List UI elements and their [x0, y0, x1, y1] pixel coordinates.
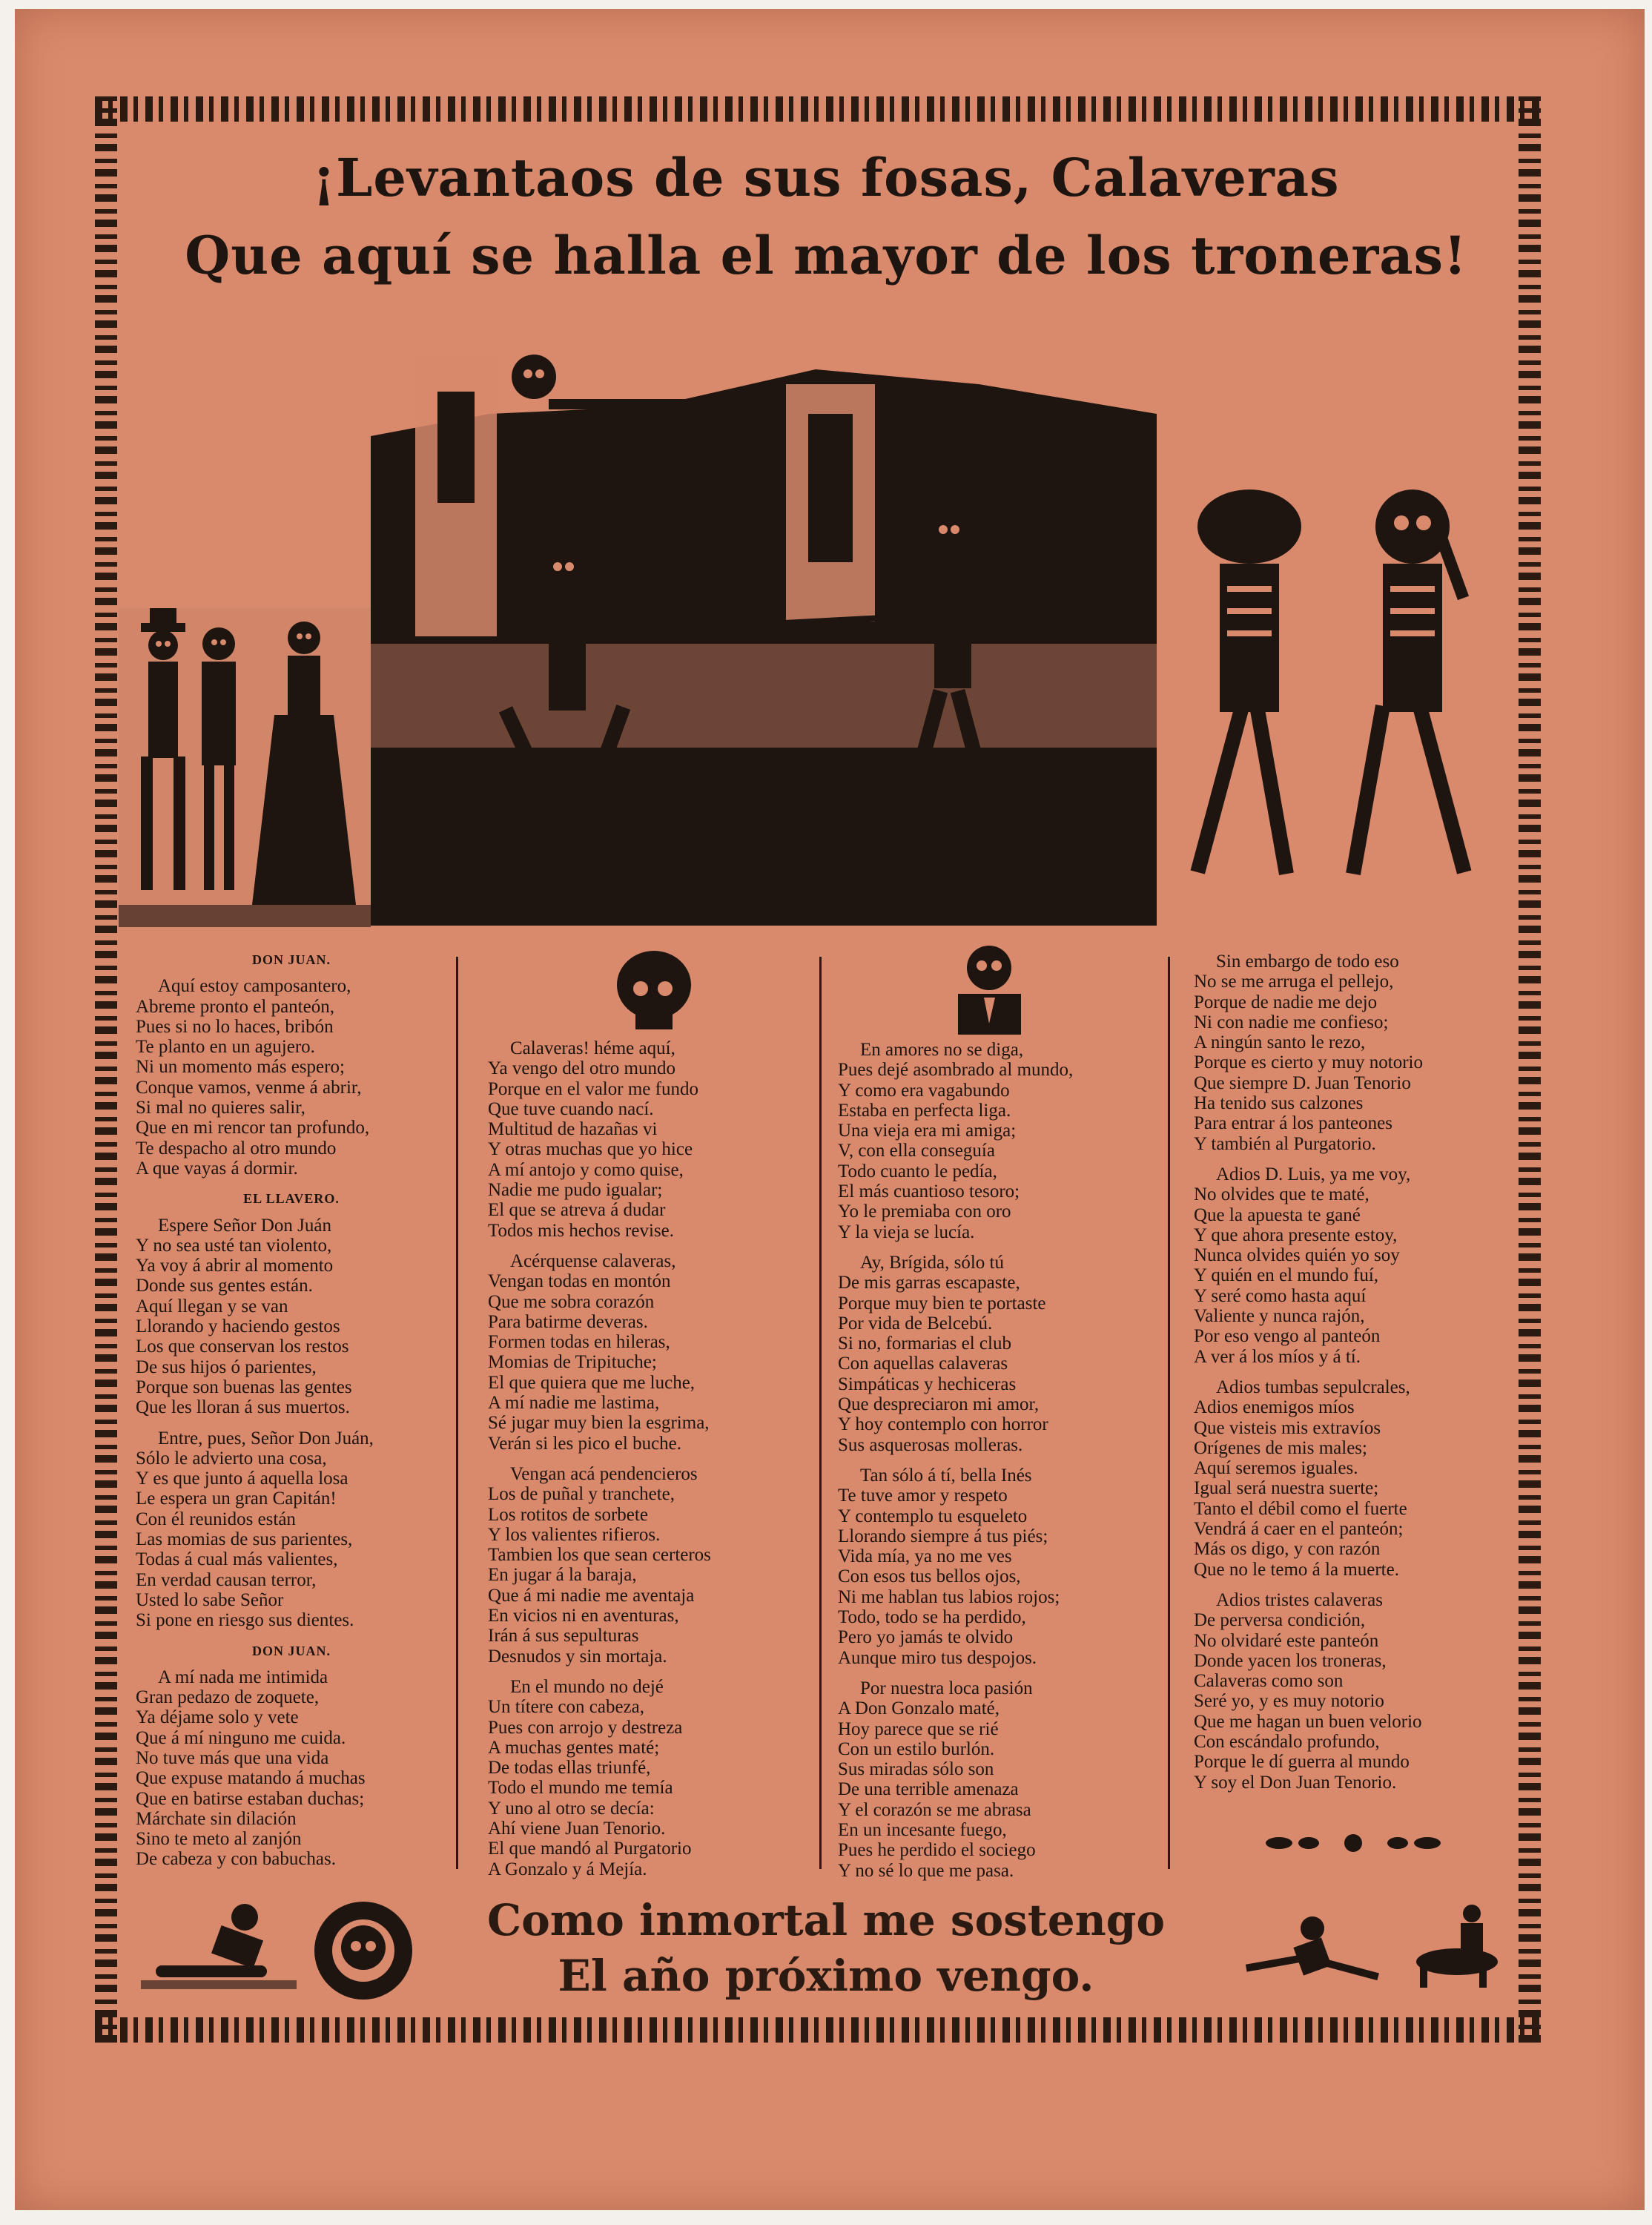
verse-line: Los de puñal y tranchete, [488, 1484, 675, 1505]
verse-line: Y que ahora presente estoy, [1194, 1224, 1398, 1245]
verse-line: Sin embargo de todo eso [1216, 952, 1399, 972]
verse-line: Adios D. Luis, ya me voy, [1216, 1164, 1411, 1184]
verse-line: Tan sólo á tí, bella Inés [860, 1465, 1032, 1486]
skeleton-couple-icon [119, 608, 371, 927]
verse-line: Con él reunidos están [136, 1509, 296, 1529]
verse-line: Y otras muchas que yo hice [488, 1139, 693, 1160]
verse-line: Tambien los que sean certeros [488, 1545, 711, 1566]
verse-line: A que vayas á dormir. [136, 1158, 298, 1179]
verse-line: En el mundo no dejé [510, 1676, 664, 1697]
verse-line: Que á mí ninguno me cuida. [136, 1727, 346, 1748]
stanza [136, 1216, 447, 1418]
poem-column-1 [136, 946, 447, 1880]
verse-line: Usted lo sabe Señor [136, 1589, 284, 1610]
speaker-heading: EL LLAVERO. [243, 1191, 340, 1207]
verse-line: Valiente y nunca rajón, [1194, 1306, 1365, 1327]
title-line-1: ¡Levantaos de sus fosas, Calaveras [312, 147, 1340, 208]
footer-line-2: El año próximo vengo. [558, 1951, 1094, 2001]
border-top [95, 96, 1541, 122]
verse-line: A ver á los míos y á tí. [1194, 1346, 1361, 1367]
verse-line: Márchate sin dilación [136, 1808, 297, 1829]
verse-line: No tuve más que una vida [136, 1747, 329, 1768]
verse-line: Todo, todo se ha perdido, [838, 1607, 1026, 1628]
stanza [136, 1667, 447, 1870]
verse-line: En vicios ni en aventuras, [488, 1606, 679, 1626]
verse-line: Que no le temo á la muerte. [1194, 1559, 1399, 1580]
verse-line: Verán si les pico el buche. [488, 1433, 682, 1454]
verse-line: Porque muy bien te portaste [838, 1293, 1046, 1313]
verse-line: Todo cuanto le pedía, [838, 1161, 997, 1181]
verse-line: De perversa condición, [1194, 1610, 1366, 1631]
verse-line: Y hoy contemplo con horror [838, 1414, 1048, 1435]
verse-line: Y no sea usté tan violento, [136, 1235, 332, 1256]
verse-line: Irán á sus sepulturas [488, 1626, 639, 1646]
verse-line: Donde sus gentes están. [136, 1276, 313, 1296]
verse-line: No olvides que te maté, [1194, 1184, 1369, 1205]
verse-line: Y los valientes rifieros. [488, 1524, 661, 1545]
stanza [1194, 1590, 1520, 1793]
verse-line: Ni con nadie me confieso; [1194, 1012, 1389, 1032]
verse-line: Para entrar á los panteones [1194, 1113, 1392, 1134]
verse-line: Sólo le advierto una cosa, [136, 1448, 327, 1468]
verse-line: Ay, Brígida, sólo tú [860, 1252, 1004, 1273]
stanza [136, 976, 447, 1179]
speaker-heading: DON JUAN. [252, 1643, 331, 1658]
verse-line: Más os digo, y con razón [1194, 1539, 1381, 1560]
verse-line: Pues he perdido el sociego [838, 1840, 1036, 1861]
verse-line: V, con ella conseguía [838, 1141, 995, 1161]
verse-line: Sus asquerosas molleras. [838, 1434, 1023, 1455]
verse-line: Que á mi nadie me aventaja [488, 1585, 695, 1606]
verse-line: Y también al Purgatorio. [1194, 1133, 1376, 1154]
verse-line: Un títere con cabeza, [488, 1697, 644, 1718]
verse-line: En amores no se diga, [860, 1040, 1024, 1060]
verse-line: Con esos tus bellos ojos, [838, 1566, 1021, 1587]
verse-line: Te despacho al otro mundo [136, 1138, 337, 1158]
verse-line: Ahí viene Juan Tenorio. [488, 1818, 666, 1839]
verse-line: Aquí estoy camposantero, [158, 976, 351, 997]
verse-line: Sino te meto al zanjón [136, 1829, 302, 1850]
dancing-skeletons-icon [1168, 482, 1524, 912]
verse-line: Estaba en perfecta liga. [838, 1100, 1011, 1121]
verse-line: Yo le premiaba con oro [838, 1202, 1011, 1222]
verse-line: Por eso vengo al panteón [1194, 1326, 1381, 1347]
column-divider [819, 957, 822, 1869]
verse-line: Abreme pronto el panteón, [136, 996, 334, 1017]
verse-line: Te planto en un agujero. [136, 1037, 315, 1058]
verse-line: Para batirme deveras. [488, 1311, 648, 1332]
verse-line: Que me sobra corazón [488, 1291, 655, 1312]
verse-line: Multitud de hazañas vi [488, 1119, 658, 1140]
verse-line: A mí nada me intimida [158, 1667, 328, 1687]
verse-line: Y como era vagabundo [838, 1080, 1010, 1101]
stanza [838, 1678, 1157, 1881]
verse-line: De una terrible amenaza [838, 1779, 1019, 1800]
verse-line: Que siempre D. Juan Tenorio [1194, 1072, 1411, 1093]
verse-line: Y la vieja se lucía. [838, 1222, 975, 1242]
verse-line: Gran pedazo de zoquete, [136, 1687, 320, 1708]
verse-line: Entre, pues, Señor Don Juán, [158, 1428, 374, 1448]
verse-line: Con aquellas calaveras [838, 1354, 1008, 1374]
skull-icon [609, 948, 698, 1033]
stanza [488, 1677, 807, 1879]
stanza [1194, 1164, 1520, 1367]
verse-line: Vengan todas en montón [488, 1271, 671, 1292]
verse-line: Sus miradas sólo son [838, 1759, 994, 1780]
footer-line-1: Como inmortal me sostengo [486, 1895, 1166, 1945]
verse-line: Conque vamos, venme á abrir, [136, 1077, 362, 1098]
verse-line: Todo el mundo me temía [488, 1778, 673, 1799]
verse-line: Ya voy á abrir al momento [136, 1256, 334, 1276]
verse-line: Adios enemigos míos [1194, 1397, 1355, 1418]
verse-line: Ni me hablan tus labios rojos; [838, 1586, 1060, 1607]
verse-line: Todos mis hechos revise. [488, 1220, 674, 1241]
stanza [136, 1428, 447, 1631]
verse-line: Pues dejé asombrado al mundo, [838, 1060, 1074, 1081]
verse-line: Que en mi rencor tan profundo, [136, 1118, 370, 1138]
stanza [838, 1466, 1157, 1668]
verse-line: Si mal no quieres salir, [136, 1098, 305, 1118]
verse-line: Los que conservan los restos [136, 1336, 349, 1357]
verse-line: Aunque miro tus despojos. [838, 1647, 1037, 1668]
verse-line: Porque le dí guerra al mundo [1194, 1752, 1410, 1773]
verse-line: El que mandó al Purgatorio [488, 1839, 692, 1859]
verse-line: No olvidaré este panteón [1194, 1630, 1379, 1651]
stanza [488, 1464, 807, 1667]
verse-line: Simpáticas y hechiceras [838, 1374, 1017, 1394]
verse-line: De todas ellas triunfé, [488, 1758, 651, 1779]
verse-line: Y contemplo tu esqueleto [838, 1506, 1028, 1526]
stanza [838, 1040, 1157, 1242]
verse-line: A mí antojo y como quise, [488, 1159, 684, 1180]
skeleton-bust-icon [951, 942, 1028, 1035]
border-left [95, 96, 117, 2043]
stanza [1194, 1377, 1520, 1580]
verse-line: Adios tristes calaveras [1216, 1589, 1383, 1610]
verse-line: Que visteis mis extravíos [1194, 1417, 1381, 1438]
verse-line: Vendrá á caer en el panteón; [1194, 1519, 1404, 1540]
verse-line: En jugar á la baraja, [488, 1565, 637, 1586]
verse-line: Pero yo jamás te olvido [838, 1627, 1014, 1648]
verse-line: Por vida de Belcebú. [838, 1313, 993, 1334]
verse-line: Pues si no lo haces, bribón [136, 1016, 334, 1037]
verse-line: Ni un momento más espero; [136, 1057, 345, 1078]
verse-line: Y seré como hasta aquí [1194, 1285, 1367, 1306]
column-divider [1168, 957, 1170, 1869]
verse-line: Porque son buenas las gentes [136, 1377, 352, 1397]
verse-line: Y uno al otro se decía: [488, 1798, 655, 1819]
stanza [838, 1253, 1157, 1455]
verse-line: Que tuve cuando nací. [488, 1098, 654, 1119]
speaker-heading: DON JUAN. [252, 952, 331, 967]
verse-line: Sé jugar muy bien la esgrima, [488, 1413, 710, 1434]
verse-line: A ningún santo le rezo, [1194, 1032, 1366, 1053]
verse-line: Con un estilo burlón. [838, 1738, 995, 1759]
verse-line: Ya déjame solo y vete [136, 1707, 299, 1728]
verse-line: Seré yo, y es muy notorio [1194, 1691, 1384, 1712]
verse-line: Ya vengo del otro mundo [488, 1058, 676, 1079]
verse-line: Y soy el Don Juan Tenorio. [1194, 1772, 1397, 1793]
verse-line: De mis garras escapaste, [838, 1273, 1020, 1293]
verse-line: Las momias de sus parientes, [136, 1529, 353, 1550]
verse-line: Todas á cual más valientes, [136, 1549, 338, 1570]
verse-line: Porque es cierto y muy notorio [1194, 1052, 1423, 1073]
verse-line: Llorando siempre á tus piés; [838, 1526, 1048, 1546]
verse-line: Vengan acá pendencieros [510, 1463, 698, 1484]
verse-line: Acérquense calaveras, [510, 1250, 676, 1271]
verse-line: Nadie me pudo igualar; [488, 1180, 663, 1201]
verse-line: Porque en el valor me fundo [488, 1078, 698, 1099]
verse-line: Le espera un gran Capitán! [136, 1489, 337, 1509]
stanza [1194, 952, 1520, 1154]
verse-line: Que les lloran á sus muertos. [136, 1397, 350, 1418]
column-divider [456, 957, 458, 1869]
verse-line: Que en batirse estaban duchas; [136, 1788, 365, 1809]
verse-line: De sus hijos ó parientes, [136, 1357, 317, 1377]
verse-line: Tanto el débil como el fuerte [1194, 1498, 1407, 1519]
verse-line: A Don Gonzalo maté, [838, 1698, 1000, 1719]
verse-line: Llorando y haciendo gestos [136, 1316, 340, 1337]
verse-line: En un incesante fuego, [838, 1819, 1007, 1840]
poem-column-2 [488, 1038, 807, 1890]
verse-line: El que quiera que me luche, [488, 1372, 696, 1393]
verse-line: Aquí llegan y se van [136, 1296, 288, 1316]
border-right [1519, 96, 1541, 2043]
stanza [488, 1251, 807, 1454]
verse-line: No se me arruga el pellejo, [1194, 972, 1394, 992]
verse-line: Calaveras como son [1194, 1671, 1344, 1692]
verse-line: Formen todas en hileras, [488, 1332, 670, 1353]
verse-line: A mí nadie me lastima, [488, 1393, 660, 1414]
verse-line: Desnudos y sin mortaja. [488, 1646, 667, 1667]
verse-line: Calaveras! héme aquí, [510, 1038, 675, 1058]
verse-line: En verdad causan terror, [136, 1569, 317, 1590]
verse-line: De cabeza y con babuchas. [136, 1849, 336, 1870]
verse-line: A muchas gentes maté; [488, 1737, 660, 1758]
verse-line: Orígenes de mis males; [1194, 1437, 1367, 1458]
stanza [488, 1038, 807, 1241]
verse-line: Por nuestra loca pasión [860, 1678, 1033, 1698]
verse-line: Que la apuesta te gané [1194, 1204, 1361, 1225]
verse-line: Donde yacen los troneras, [1194, 1650, 1387, 1671]
verse-line: El que se atreva á dudar [488, 1200, 666, 1221]
verse-line: Si no, formarias el club [838, 1334, 1011, 1354]
verse-line: Y quién en el mundo fuí, [1194, 1265, 1379, 1286]
verse-line: Te tuve amor y respeto [838, 1486, 1008, 1506]
verse-line: Vida mía, ya no me ves [838, 1546, 1012, 1567]
verse-line: Una vieja era mi amiga; [838, 1121, 1017, 1141]
verse-line: Y no sé lo que me pasa. [838, 1860, 1014, 1881]
verse-line: Adios tumbas sepulcrales, [1216, 1377, 1410, 1397]
ornament-icon [1264, 1832, 1442, 1854]
border-bottom [95, 2017, 1541, 2043]
verse-line: Los rotitos de sorbete [488, 1504, 648, 1525]
poem-column-4 [1194, 952, 1520, 1803]
verse-line: Nunca olvides quién yo soy [1194, 1245, 1400, 1266]
verse-line: Si pone en riesgo sus dientes. [136, 1610, 354, 1631]
verse-line: Momias de Tripituche; [488, 1352, 657, 1373]
verse-line: Que despreciaron mi amor, [838, 1394, 1040, 1415]
verse-line: El más cuantioso tesoro; [838, 1181, 1020, 1202]
verse-line: Aquí seremos iguales. [1194, 1458, 1358, 1479]
verse-line: Hoy parece que se rié [838, 1718, 999, 1739]
verse-line: Porque de nadie me dejo [1194, 992, 1378, 1012]
verse-line: Espere Señor Don Juán [158, 1215, 331, 1236]
verse-line: A Gonzalo y á Mejía. [488, 1859, 647, 1879]
verse-line: Que expuse matando á muchas [136, 1768, 366, 1789]
verse-line: Y es que junto á aquella losa [136, 1468, 348, 1489]
poem-column-3 [838, 1040, 1157, 1891]
title-line-2: Que aquí se halla el mayor de los troneras! [185, 225, 1467, 286]
verse-line: Igual será nuestra suerte; [1194, 1478, 1379, 1499]
verse-line: Con escándalo profundo, [1194, 1731, 1380, 1752]
skeleton-duel-icon [371, 325, 1157, 926]
verse-line: Y el corazón se me abrasa [838, 1799, 1031, 1820]
verse-line: Pues con arrojo y destreza [488, 1717, 683, 1738]
verse-line: Ha tenido sus calzones [1194, 1093, 1364, 1114]
verse-line: Que me hagan un buen velorio [1194, 1711, 1422, 1732]
